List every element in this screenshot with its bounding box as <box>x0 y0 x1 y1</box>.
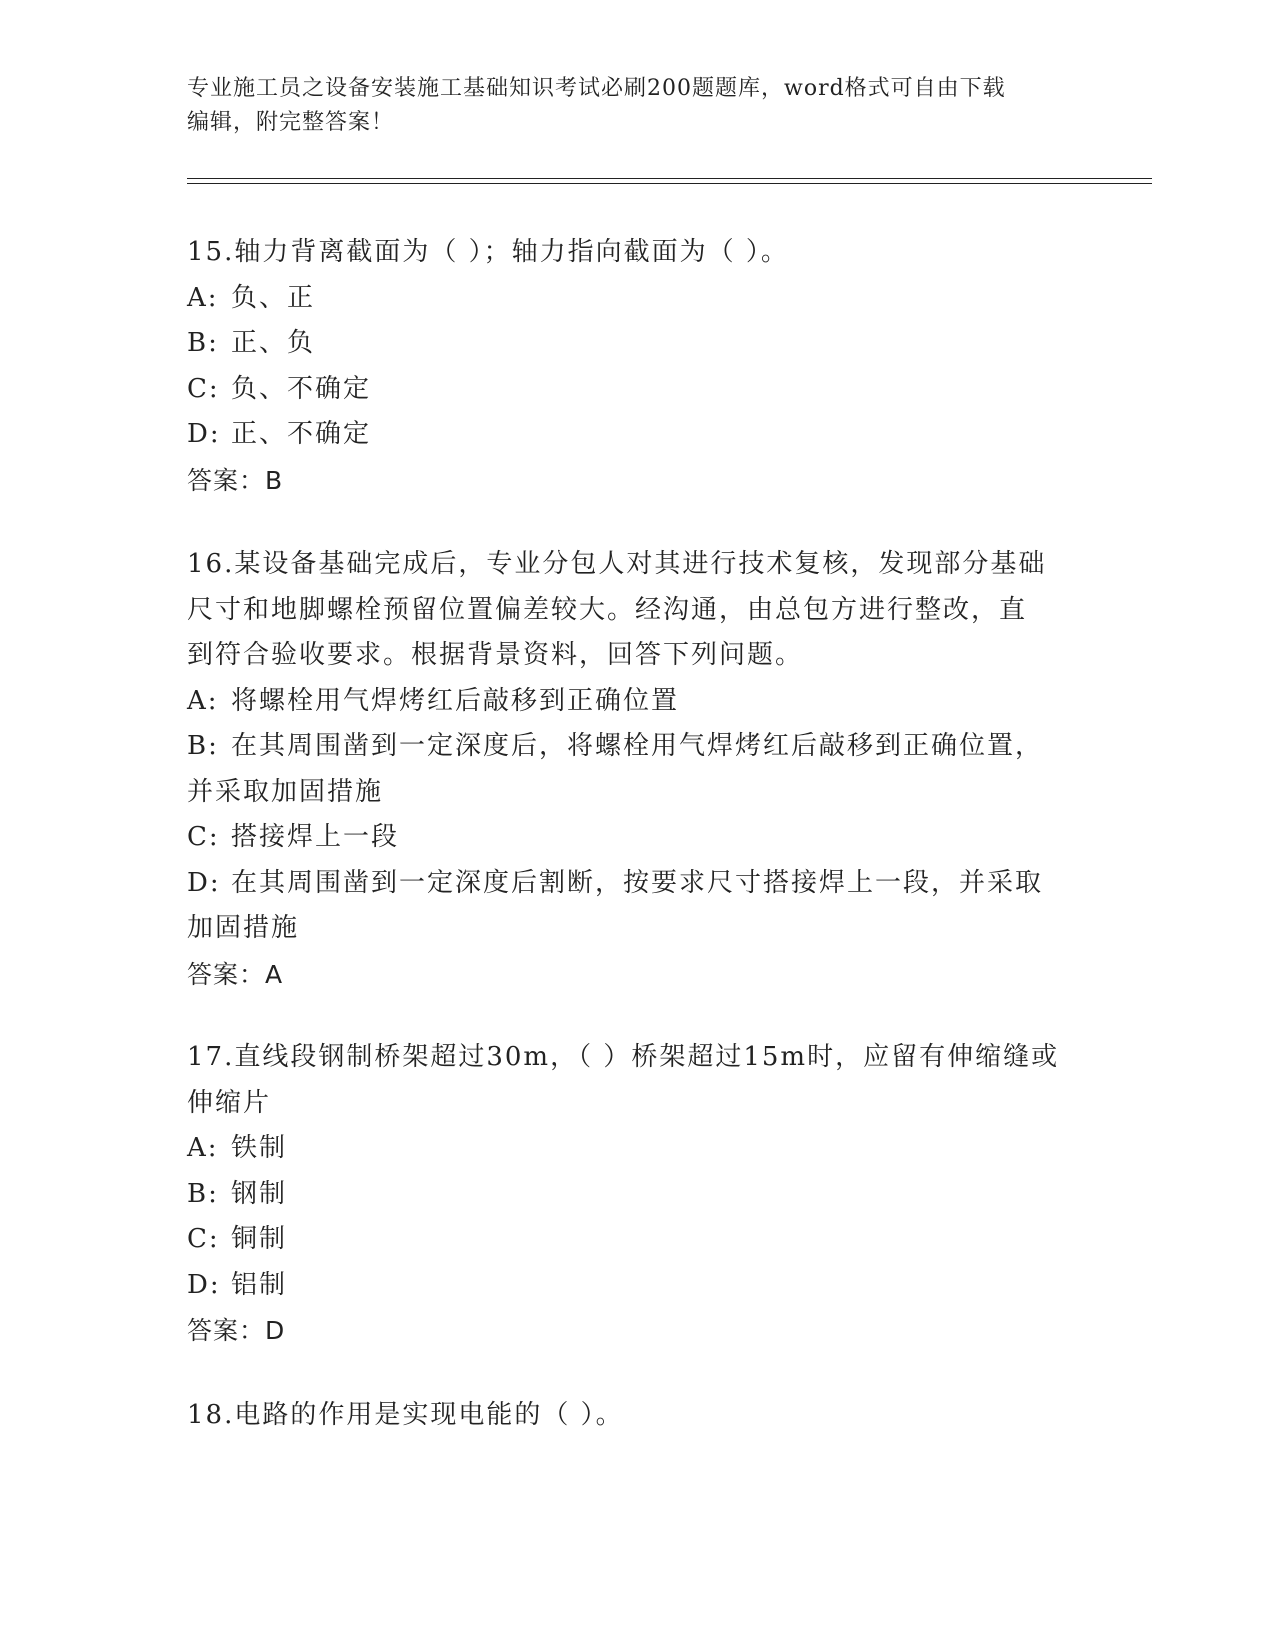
option-label: C: <box>187 1224 220 1254</box>
question-stem-line: 到符合验收要求。根据背景资料，回答下列问题。 <box>187 640 804 670</box>
option-label: D: <box>187 419 221 449</box>
option-d <box>187 412 1087 458</box>
option-text: 铜制 <box>231 1224 288 1254</box>
option-text: 钢制 <box>231 1178 288 1209</box>
option-text: 在其周围凿到一定深度后割断，按要求尺寸搭接焊上一段，并采取 <box>231 867 1044 898</box>
question-15 <box>187 230 1087 503</box>
question-stem: 15.轴力背离截面为（ ）；轴力指向截面为（ ）。 <box>187 237 789 267</box>
option-text: 正、不确定 <box>231 419 372 449</box>
option-d-continued: 加固措施 <box>187 913 300 943</box>
answer-line: 答案：A <box>187 959 284 989</box>
option-a <box>187 679 1087 725</box>
header-divider-top <box>187 178 1152 179</box>
answer-line: 答案：B <box>187 465 284 495</box>
option-b <box>187 724 1087 770</box>
option-b-continued: 并采取加固措施 <box>187 776 384 807</box>
option-text: 铝制 <box>231 1269 288 1300</box>
option-label: A: <box>187 1133 219 1163</box>
option-c <box>187 367 1087 413</box>
option-d <box>187 1263 1087 1309</box>
option-text: 负、正 <box>231 282 316 313</box>
option-c <box>187 1217 1087 1263</box>
option-a <box>187 1126 1087 1172</box>
option-label: C: <box>187 822 220 852</box>
option-label: A: <box>187 282 219 313</box>
option-label: D: <box>187 867 221 898</box>
option-label: B: <box>187 731 219 761</box>
header-line-1: 专业施工员之设备安装施工基础知识考试必刷200题题库，word格式可自由下载 <box>187 76 1006 101</box>
option-text: 正、负 <box>231 328 316 358</box>
option-text: 在其周围凿到一定深度后，将螺栓用气焊烤红后敲移到正确位置， <box>231 731 1044 761</box>
option-label: A: <box>187 685 219 716</box>
option-text: 负、不确定 <box>231 373 372 404</box>
option-text: 将螺栓用气焊烤红后敲移到正确位置 <box>231 685 680 716</box>
question-stem-line: 16.某设备基础完成后，专业分包人对其进行技术复核，发现部分基础 <box>187 549 1047 579</box>
option-label: B: <box>187 328 219 358</box>
header-divider-bottom <box>187 183 1152 184</box>
option-label: B: <box>187 1178 219 1209</box>
option-c <box>187 815 1087 861</box>
document-header <box>187 72 1067 140</box>
option-a <box>187 276 1087 322</box>
option-b <box>187 1172 1087 1218</box>
question-18 <box>187 1393 1087 1439</box>
option-b <box>187 321 1087 367</box>
option-label: D: <box>187 1269 221 1300</box>
question-stem: 18.电路的作用是实现电能的（ ）。 <box>187 1400 624 1430</box>
question-stem-line: 17.直线段钢制桥架超过30m，（ ）桥架超过15m时，应留有伸缩缝或 <box>187 1042 1060 1072</box>
answer-line: 答案：D <box>187 1316 286 1345</box>
option-text: 铁制 <box>231 1133 288 1163</box>
question-stem-line: 尺寸和地脚螺栓预留位置偏差较大。经沟通，由总包方进行整改，直 <box>187 594 1028 625</box>
question-16 <box>187 542 1087 997</box>
option-text: 搭接焊上一段 <box>231 822 400 852</box>
option-d <box>187 861 1087 907</box>
question-stem-line: 伸缩片 <box>187 1087 272 1118</box>
question-17 <box>187 1035 1087 1354</box>
header-line-2: 编辑，附完整答案！ <box>187 110 395 135</box>
option-label: C: <box>187 373 220 404</box>
